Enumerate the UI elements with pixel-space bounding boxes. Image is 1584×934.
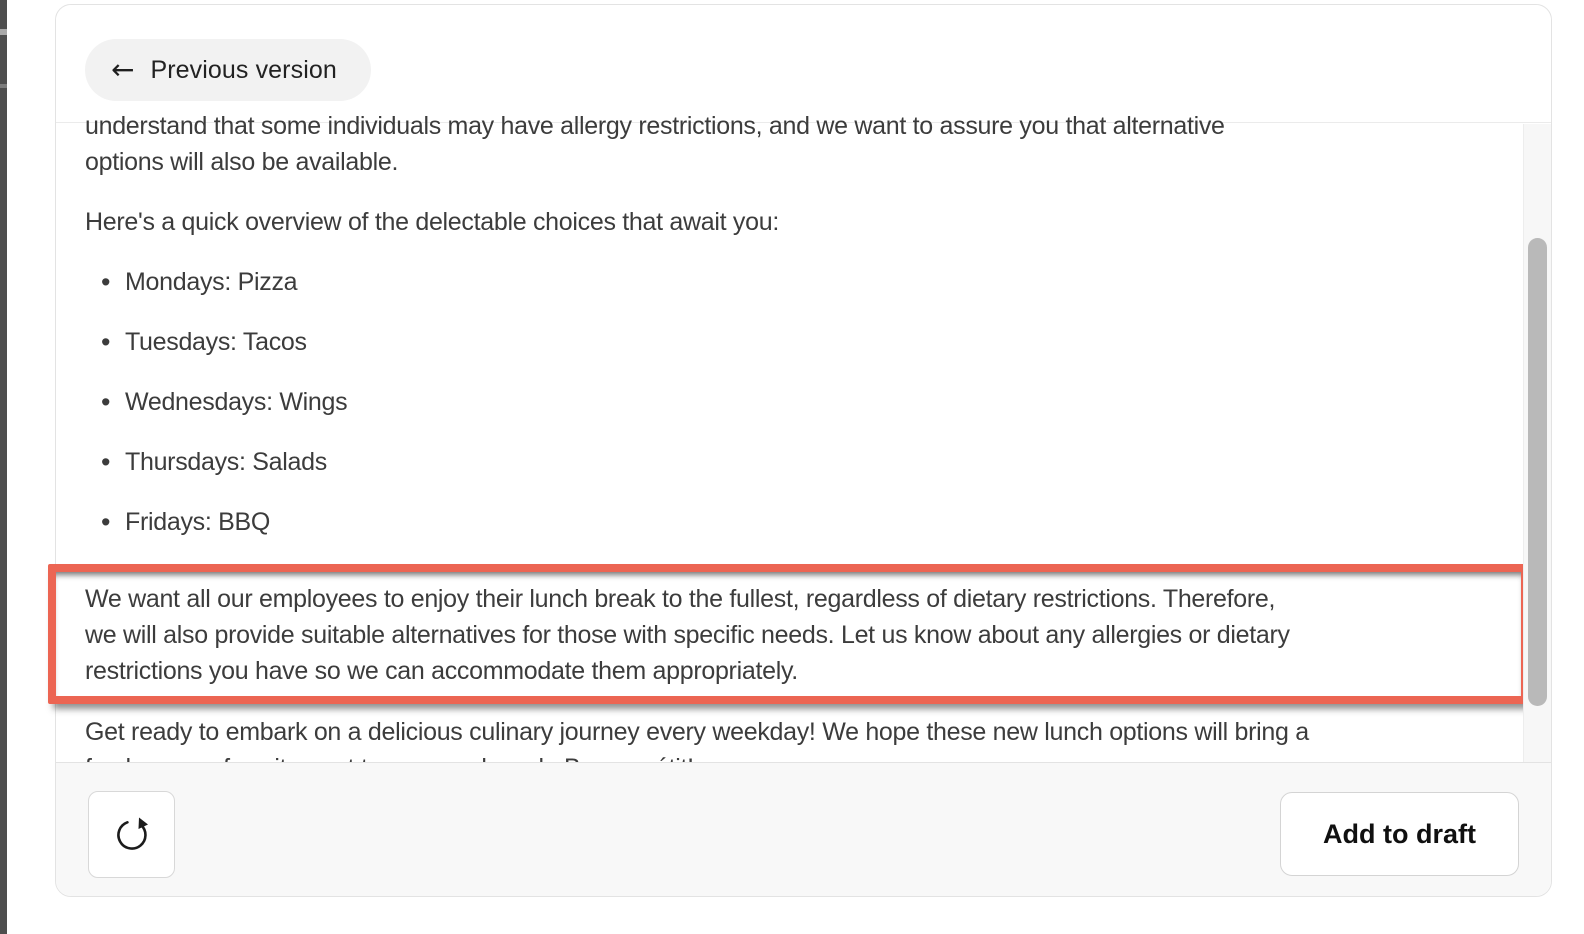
document-content [56, 112, 1522, 762]
list-item: • Fridays: BBQ [85, 504, 1489, 540]
text-line: Get ready to embark on a delicious culinary journey every weekday! We hope these new lunch options will bring a [85, 718, 1309, 746]
list-item: • Mondays: Pizza [85, 264, 1489, 300]
edge-notch [0, 29, 7, 35]
text-line: understand that some individuals may have allergy restrictions, and we want to assure you that alternative [85, 112, 1225, 140]
window-edge-strip [0, 0, 7, 934]
edge-notch [0, 84, 7, 88]
overview-heading: Here's a quick overview of the delectable choices that await you: [85, 208, 779, 236]
paragraph-intro-clipped [85, 108, 1489, 180]
regenerate-button[interactable] [88, 791, 175, 878]
scrollbar-thumb[interactable] [1528, 238, 1547, 706]
back-arrow-icon: ← [111, 53, 135, 86]
weekday-menu-list [85, 264, 1489, 540]
rotate-clockwise-icon [110, 813, 154, 857]
list-item: • Tuesdays: Tacos [85, 324, 1489, 360]
text-line: options will also be available. [85, 148, 399, 176]
draft-preview-card [55, 4, 1552, 897]
card-footer [56, 762, 1551, 896]
highlighted-change-box [48, 564, 1529, 704]
text-line: restrictions you have so we can accommodate them appropriately. [85, 657, 798, 685]
scrollbar-track[interactable] [1523, 124, 1551, 762]
text-line: we will also provide suitable alternatives for those with specific needs. Let us know about any allergies or dietary [85, 621, 1290, 649]
text-line: We want all our employees to enjoy their lunch break to the fullest, regardless of dietary restrictions. Therefore, [85, 585, 1276, 613]
previous-version-button[interactable] [85, 39, 371, 101]
add-to-draft-button[interactable]: Add to draft [1280, 792, 1519, 876]
previous-version-label: Previous version [150, 55, 337, 84]
list-item: • Wednesdays: Wings [85, 384, 1489, 420]
list-item: • Thursdays: Salads [85, 444, 1489, 480]
card-header [56, 5, 1551, 123]
